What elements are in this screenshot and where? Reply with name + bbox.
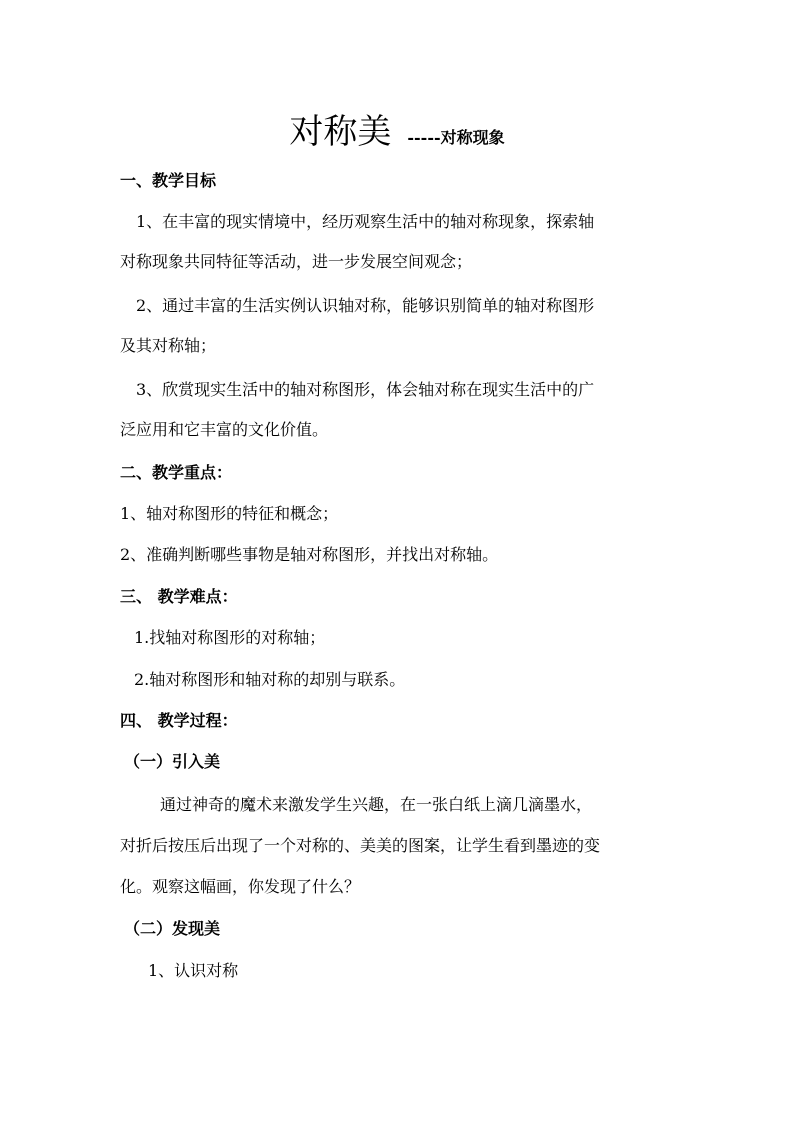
- section-heading-key-points: 二、教学重点：: [120, 463, 233, 482]
- title-subtitle: -----对称现象: [407, 128, 505, 147]
- objective-1-line-1: 1、在丰富的现实情境中，经历观察生活中的轴对称现象，探索轴: [136, 212, 595, 231]
- subheading-discover: （二）发现美: [124, 919, 221, 938]
- objective-3-line-2: 泛应用和它丰富的文化价值。: [120, 420, 329, 439]
- objective-3-line-1: 3、欣赏现实生活中的轴对称图形，体会轴对称在现实生活中的广: [136, 380, 595, 399]
- objective-2-line-1: 2、通过丰富的生活实例认识轴对称，能够识别简单的轴对称图形: [136, 296, 595, 315]
- difficulty-2: 2.轴对称图形和轴对称的却别与联系。: [134, 670, 406, 689]
- subheading-introduce: （一）引入美: [124, 752, 221, 771]
- section-heading-difficulties: 三、 教学难点：: [120, 587, 238, 606]
- section-heading-process: 四、 教学过程：: [120, 711, 238, 730]
- key-point-1: 1、轴对称图形的特征和概念；: [120, 504, 339, 523]
- objective-1-line-2: 对称现象共同特征等活动，进一步发展空间观念；: [120, 252, 473, 271]
- process-item-1: 1、认识对称: [148, 961, 239, 980]
- process-paragraph-line-2: 对折后按压后出现了一个对称的、美美的图案，让学生看到墨迹的变: [120, 836, 601, 855]
- difficulty-1: 1.找轴对称图形的对称轴；: [134, 628, 326, 647]
- document-title: [0, 104, 794, 153]
- section-heading-objectives: 一、教学目标: [120, 171, 217, 190]
- process-paragraph-line-1: 通过神奇的魔术来激发学生兴趣，在一张白纸上滴几滴墨水，: [160, 795, 593, 814]
- objective-2-line-2: 及其对称轴；: [120, 336, 217, 355]
- key-point-2: 2、准确判断哪些事物是轴对称图形，并找出对称轴。: [120, 545, 499, 564]
- title-main: 对称美: [289, 112, 392, 152]
- process-paragraph-line-3: 化。观察这幅画，你发现了什么？: [120, 877, 361, 896]
